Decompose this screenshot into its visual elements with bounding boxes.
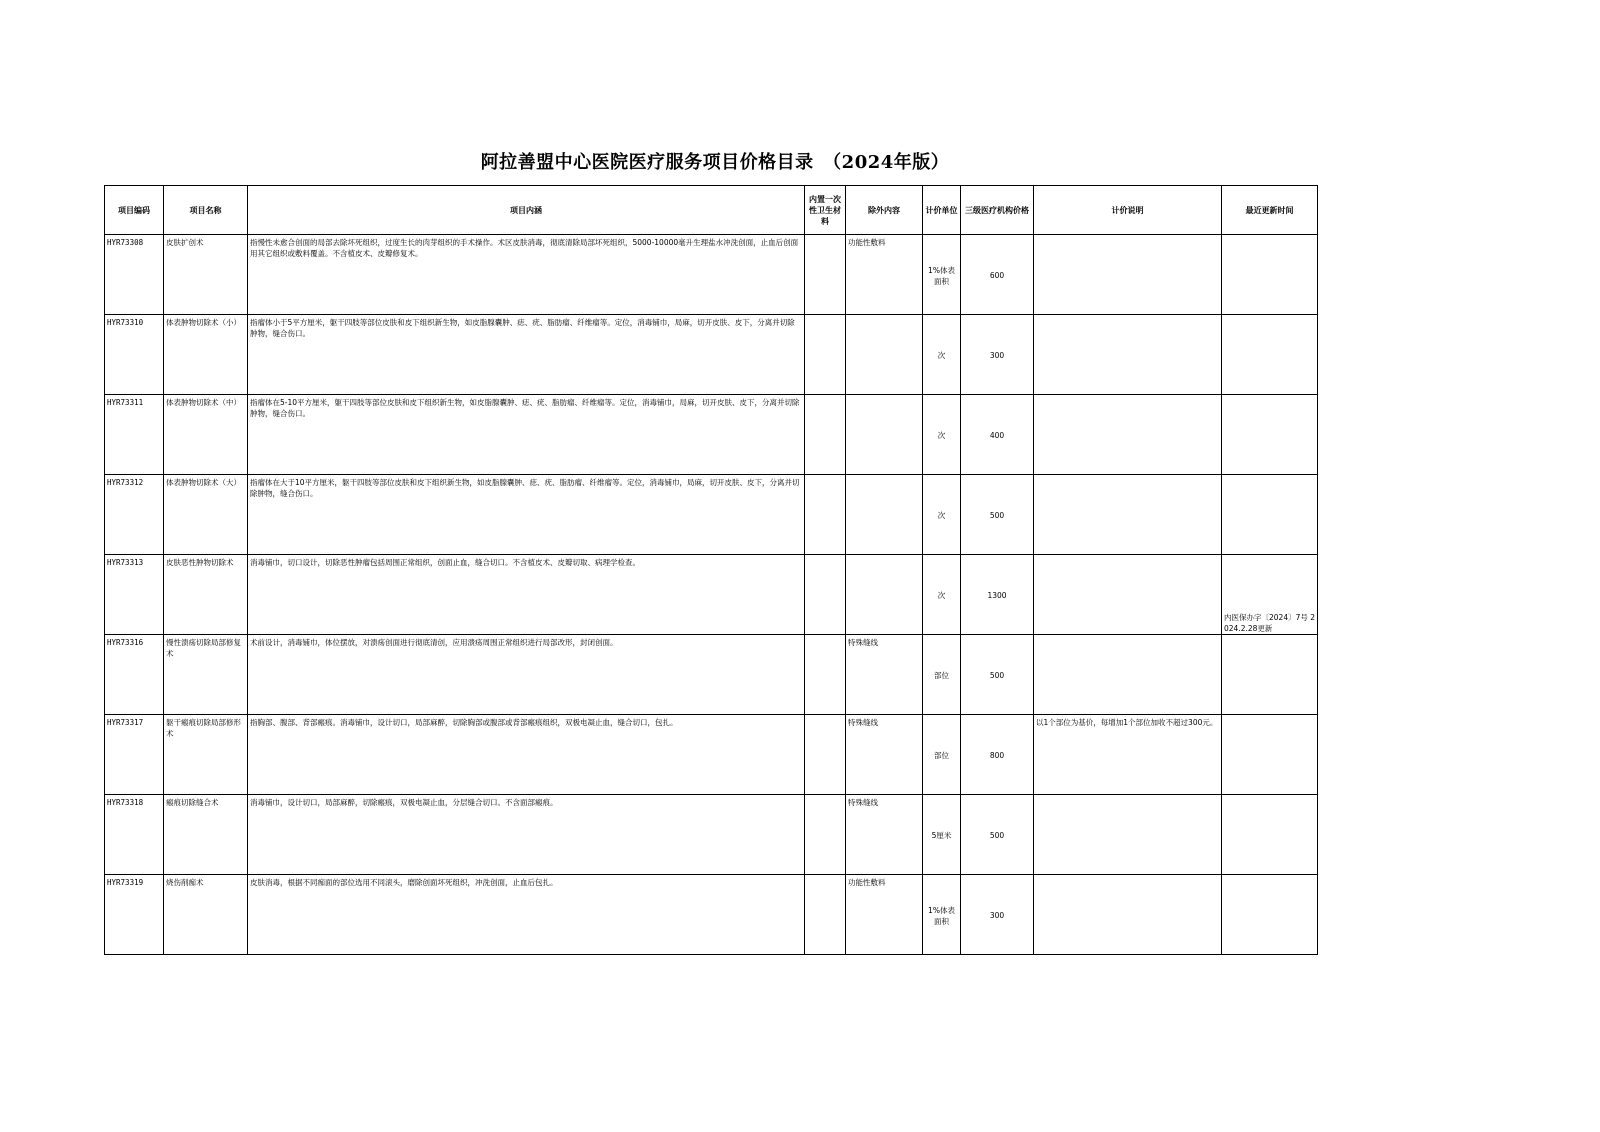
cell-exclusion: 功能性敷料 bbox=[846, 875, 923, 955]
cell-unit: 1%体表面积 bbox=[923, 235, 961, 315]
cell-exclusion: 特殊缝线 bbox=[846, 715, 923, 795]
cell-updated bbox=[1222, 715, 1318, 795]
cell-unit: 1%体表面积 bbox=[923, 875, 961, 955]
cell-unit: 次 bbox=[923, 475, 961, 555]
cell-code: HYR73317 bbox=[105, 715, 164, 795]
cell-price: 300 bbox=[961, 315, 1034, 395]
cell-exclusion bbox=[846, 315, 923, 395]
price-catalog-table bbox=[104, 185, 1318, 955]
header-supplies: 内置一次性卫生材料 bbox=[805, 186, 846, 235]
cell-price: 400 bbox=[961, 395, 1034, 475]
cell-updated bbox=[1222, 795, 1318, 875]
cell-price: 300 bbox=[961, 875, 1034, 955]
cell-unit: 次 bbox=[923, 555, 961, 635]
table-row bbox=[105, 555, 1318, 635]
cell-content: 指瘤体在大于10平方厘米，躯干四肢等部位皮肤和皮下组织新生物，如皮脂腺囊肿、痣、疣、脂肪瘤、纤维瘤等。定位，消毒铺巾，局麻，切开皮肤、皮下，分离并切除肿物，缝合伤口。 bbox=[248, 475, 805, 555]
cell-notes: 以1个部位为基价，每增加1个部位加收不超过300元。 bbox=[1034, 715, 1222, 795]
cell-code: HYR73311 bbox=[105, 395, 164, 475]
cell-code: HYR73308 bbox=[105, 235, 164, 315]
cell-updated bbox=[1222, 475, 1318, 555]
cell-price: 600 bbox=[961, 235, 1034, 315]
header-code: 项目编码 bbox=[105, 186, 164, 235]
cell-exclusion: 特殊缝线 bbox=[846, 635, 923, 715]
cell-notes bbox=[1034, 475, 1222, 555]
header-unit: 计价单位 bbox=[923, 186, 961, 235]
cell-updated bbox=[1222, 395, 1318, 475]
cell-supplies bbox=[805, 875, 846, 955]
table-row bbox=[105, 235, 1318, 315]
cell-exclusion: 特殊缝线 bbox=[846, 795, 923, 875]
cell-updated bbox=[1222, 235, 1318, 315]
cell-code: HYR73318 bbox=[105, 795, 164, 875]
cell-content: 指瘤体小于5平方厘米，躯干四肢等部位皮肤和皮下组织新生物，如皮脂腺囊肿、痣、疣、脂肪瘤、纤维瘤等。定位，消毒铺巾，局麻，切开皮肤、皮下，分离并切除肿物，缝合伤口。 bbox=[248, 315, 805, 395]
cell-unit: 5厘米 bbox=[923, 795, 961, 875]
cell-notes bbox=[1034, 875, 1222, 955]
cell-content: 指瘤体在5-10平方厘米，躯干四肢等部位皮肤和皮下组织新生物，如皮脂腺囊肿、痣、疣、脂肪瘤、纤维瘤等。定位，消毒铺巾，局麻，切开皮肤、皮下，分离并切除肿物，缝合伤口。 bbox=[248, 395, 805, 475]
cell-notes bbox=[1034, 635, 1222, 715]
cell-name: 体表肿物切除术（中） bbox=[164, 395, 248, 475]
cell-content: 皮肤消毒，根据不同痂面的部位选用不同滚头，磨除创面坏死组织，冲洗创面，止血后包扎。 bbox=[248, 875, 805, 955]
cell-content: 指胸部、腹部、背部瘢痕。消毒铺巾，设计切口，局部麻醉，切除胸部或腹部或背部瘢痕组织，双极电凝止血，缝合切口，包扎。 bbox=[248, 715, 805, 795]
header-updated: 最近更新时间 bbox=[1222, 186, 1318, 235]
cell-code: HYR73316 bbox=[105, 635, 164, 715]
cell-supplies bbox=[805, 315, 846, 395]
cell-code: HYR73310 bbox=[105, 315, 164, 395]
cell-supplies bbox=[805, 715, 846, 795]
cell-unit: 部位 bbox=[923, 715, 961, 795]
cell-updated: 内医保办字〔2024〕7号 2024.2.28更新 bbox=[1222, 555, 1318, 635]
cell-notes bbox=[1034, 315, 1222, 395]
cell-content: 指慢性未愈合创面的局部去除坏死组织，过度生长的肉芽组织的手术操作。术区皮肤消毒，彻底清除局部坏死组织，5000-10000毫升生理盐水冲洗创面，止血后创面用其它组织或敷料覆盖。不含植皮术、皮瓣修复术。 bbox=[248, 235, 805, 315]
cell-notes bbox=[1034, 235, 1222, 315]
cell-content: 消毒铺巾，切口设计，切除恶性肿瘤包括周围正常组织，创面止血，缝合切口。不含植皮术、皮瓣切取、病理学检查。 bbox=[248, 555, 805, 635]
cell-notes bbox=[1034, 555, 1222, 635]
cell-code: HYR73319 bbox=[105, 875, 164, 955]
cell-exclusion bbox=[846, 475, 923, 555]
table-row bbox=[105, 875, 1318, 955]
cell-name: 烧伤削痂术 bbox=[164, 875, 248, 955]
cell-price: 800 bbox=[961, 715, 1034, 795]
cell-name: 体表肿物切除术（小） bbox=[164, 315, 248, 395]
header-content: 项目内涵 bbox=[248, 186, 805, 235]
header-name: 项目名称 bbox=[164, 186, 248, 235]
table-row bbox=[105, 395, 1318, 475]
header-exclusion: 除外内容 bbox=[846, 186, 923, 235]
header-notes: 计价说明 bbox=[1034, 186, 1222, 235]
cell-unit: 次 bbox=[923, 395, 961, 475]
cell-name: 瘢痕切除缝合术 bbox=[164, 795, 248, 875]
cell-price: 1300 bbox=[961, 555, 1034, 635]
cell-supplies bbox=[805, 555, 846, 635]
cell-updated bbox=[1222, 315, 1318, 395]
cell-name: 皮肤恶性肿物切除术 bbox=[164, 555, 248, 635]
cell-code: HYR73312 bbox=[105, 475, 164, 555]
cell-supplies bbox=[805, 475, 846, 555]
cell-content: 术前设计，消毒铺巾，体位摆放，对溃疡创面进行彻底清创，应用溃疡周围正常组织进行局部改形，封闭创面。 bbox=[248, 635, 805, 715]
table-row bbox=[105, 795, 1318, 875]
cell-unit: 次 bbox=[923, 315, 961, 395]
cell-supplies bbox=[805, 395, 846, 475]
cell-name: 躯干瘢痕切除局部修形术 bbox=[164, 715, 248, 795]
cell-supplies bbox=[805, 635, 846, 715]
cell-price: 500 bbox=[961, 795, 1034, 875]
cell-notes bbox=[1034, 795, 1222, 875]
table-header-row bbox=[105, 186, 1318, 235]
cell-exclusion: 功能性敷料 bbox=[846, 235, 923, 315]
table-row bbox=[105, 315, 1318, 395]
cell-updated bbox=[1222, 635, 1318, 715]
cell-updated bbox=[1222, 875, 1318, 955]
cell-notes bbox=[1034, 395, 1222, 475]
cell-price: 500 bbox=[961, 475, 1034, 555]
cell-price: 500 bbox=[961, 635, 1034, 715]
cell-exclusion bbox=[846, 555, 923, 635]
cell-name: 皮肤扩创术 bbox=[164, 235, 248, 315]
cell-supplies bbox=[805, 235, 846, 315]
table-row bbox=[105, 475, 1318, 555]
page-title: 阿拉善盟中心医院医疗服务项目价格目录 （2024年版） bbox=[480, 152, 950, 173]
header-price: 三级医疗机构价格 bbox=[961, 186, 1034, 235]
cell-supplies bbox=[805, 795, 846, 875]
cell-unit: 部位 bbox=[923, 635, 961, 715]
cell-exclusion bbox=[846, 395, 923, 475]
cell-name: 体表肿物切除术（大） bbox=[164, 475, 248, 555]
table-row bbox=[105, 635, 1318, 715]
cell-name: 慢性溃疡切除局部修复术 bbox=[164, 635, 248, 715]
table-row bbox=[105, 715, 1318, 795]
cell-code: HYR73313 bbox=[105, 555, 164, 635]
cell-content: 消毒铺巾，设计切口，局部麻醉，切除瘢痕，双极电凝止血，分层缝合切口。不含面部瘢痕。 bbox=[248, 795, 805, 875]
